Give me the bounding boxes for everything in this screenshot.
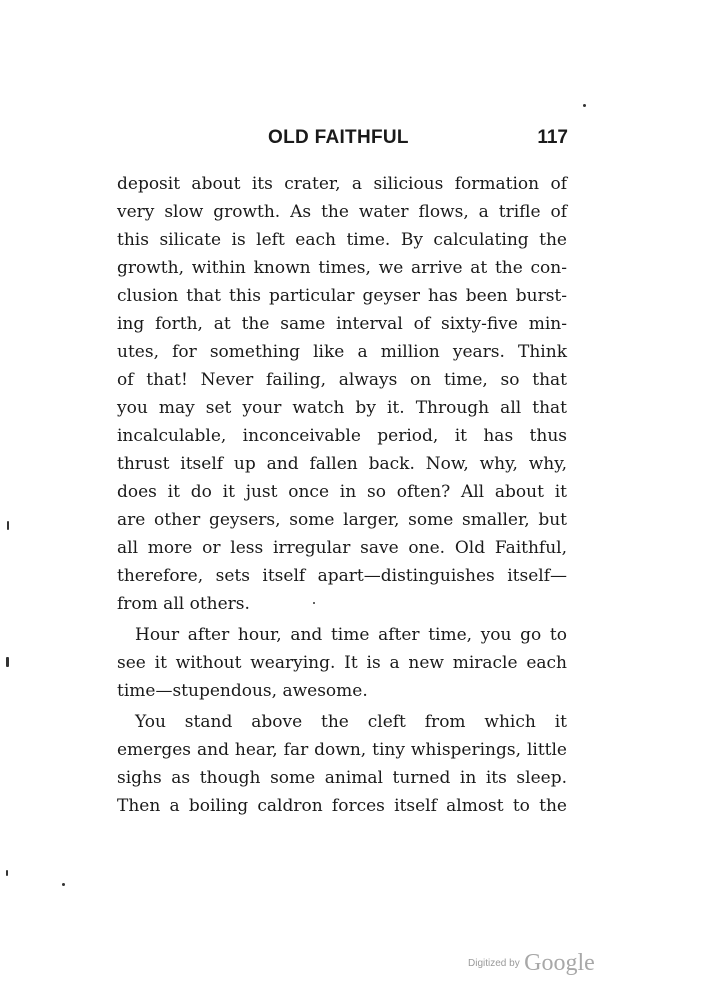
scan-speck xyxy=(583,104,586,107)
scan-speck xyxy=(313,602,315,604)
body-text xyxy=(117,170,567,820)
text-line: ing forth, at the same interval of sixty-five min- xyxy=(117,314,567,334)
running-title: OLD FAITHFUL xyxy=(268,127,409,148)
text-line: are other geysers, some larger, some smaller, but xyxy=(117,510,567,530)
text-line: emerges and hear, far down, tiny whisperings, little xyxy=(117,740,567,760)
text-line: You stand above the cleft from which it xyxy=(135,712,567,732)
text-line: from all others. xyxy=(117,594,250,614)
text-line: deposit about its crater, a silicious formation of xyxy=(117,174,567,194)
digitized-label: Digitized by xyxy=(468,958,520,969)
text-line: growth, within known times, we arrive at the con- xyxy=(117,258,567,278)
text-line: Hour after hour, and time after time, you go to xyxy=(135,625,567,645)
page-number: 117 xyxy=(537,127,568,148)
scan-speck xyxy=(62,883,65,886)
digitized-credit xyxy=(468,950,595,977)
text-line: therefore, sets itself apart—distinguishes itself— xyxy=(117,566,567,586)
text-line: very slow growth. As the water flows, a trifle of xyxy=(117,202,567,222)
scan-speck xyxy=(6,870,8,876)
paragraph xyxy=(117,708,567,820)
text-line: sighs as though some animal turned in its sleep. xyxy=(117,768,567,788)
scan-speck xyxy=(6,657,9,667)
running-head xyxy=(118,127,568,157)
text-line: this silicate is left each time. By calculating the xyxy=(117,230,567,250)
text-line: clusion that this particular geyser has been burst- xyxy=(117,286,567,306)
text-line: see it without wearying. It is a new miracle each xyxy=(117,653,567,673)
scan-speck xyxy=(7,521,9,530)
text-line: utes, for something like a million years. Think xyxy=(117,342,567,362)
text-line: Then a boiling caldron forces itself almost to the xyxy=(117,796,567,816)
text-line: of that! Never failing, always on time, so that xyxy=(117,370,567,390)
text-line: thrust itself up and fallen back. Now, why, why, xyxy=(117,454,567,474)
text-line: does it do it just once in so often? All about it xyxy=(117,482,567,502)
paragraph xyxy=(117,621,567,705)
text-line: you may set your watch by it. Through all that xyxy=(117,398,567,418)
paragraph xyxy=(117,170,567,618)
text-line: time—stupendous, awesome. xyxy=(117,681,368,701)
text-line: all more or less irregular save one. Old Faithful, xyxy=(117,538,567,558)
text-line: incalculable, inconceivable period, it has thus xyxy=(117,426,567,446)
google-logo: Google xyxy=(524,950,595,976)
